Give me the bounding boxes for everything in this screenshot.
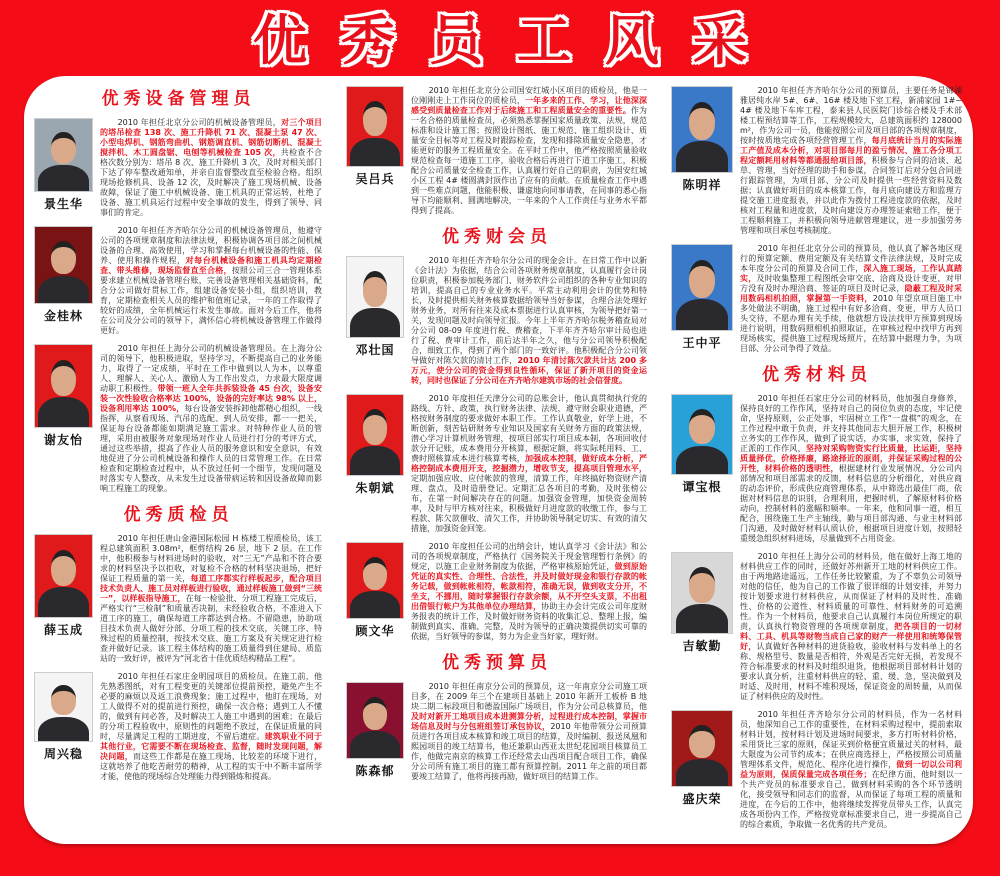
description-text: 2010 年担任上海分公司的材料员，他在做好上海工地的材料供应工作的同时，还做好苏州新开工地的材料供应工作。由于两地路途遥远，工作任务比较繁重，为了不辜负公司领导对他的信任，他为自己的工作做了很详细的计划安排，并努力按计划要求进行材料供应，从而保证了材料的及时性、准确性、价格的公道性、材料质量的可靠性、材料财务的可追溯性。作为一个材料员，他要求自己认真履行本岗位所规定的职责，认真执行物资管理的各项规章制度，: [740, 552, 962, 631]
content-panel: [24, 76, 973, 844]
column-right: [672, 86, 962, 830]
highlighted-achievement: 及时对新开工地项目成本进测算分析，过程进行成本控制，掌握市场信息及时与分包班组签订承包协议，: [411, 712, 647, 731]
employee-photo: [34, 226, 93, 304]
highlighted-achievement: 把各项目的一切材料、工具、机具等财物当成自己家的财产一样使用和统筹保管好，: [740, 622, 962, 651]
employee-photo: [346, 394, 404, 476]
employee-photo: [346, 86, 404, 167]
person-silhouette-body: [350, 308, 399, 338]
employee-card: [35, 672, 322, 782]
highlighted-achievement: 深入施工现场，工作认真踏实，: [740, 264, 963, 283]
person-silhouette-head: [689, 725, 715, 758]
employee-card: [672, 394, 962, 544]
section-heading-quality: 优秀质检员: [123, 505, 234, 525]
person-silhouette-body: [38, 717, 88, 742]
employee-card: [347, 682, 647, 782]
employee-card: [672, 710, 962, 830]
employee-description: [740, 394, 962, 544]
description-text: 按照公司三合一管理体系要求建立机械设备管理台账，完善设备管理相关基础资料，配合分公司做好贯标工作，组建设备安装小组，组织培训，教育，定期检查相关人员的维护和值班记录，一年的工作取得了较好的成绩，全年机械运行未发生事故。面对今后工作，他将在公司及分公司的领导下，满怀信心将机械设备管理工作做得更好。: [100, 266, 323, 335]
description-text: 作为一名合格的质量检查员，必须熟悉掌握国家质量政策、法规，规范标准和设计施工图；按照设计图纸、施工规范、施工组织设计、质量安全目标等对工程及时跟踪检查，发现和排除质量安全隐患，才能更好的服务工程质量安全。在平时工作中，他严格按照质量验收规范检查每一道施工工序，验收合格后再进行下道工序施工，积极配合公司质量安全检查工作，认真履行好自己的职责，为国安红城小区工程 4# 楼圆满封顶作出了应有的贡献。在质量检查工作中遇到一些难点问题，他能积极、谦虚地向同事请教，在同事的悉心指导下均能顺利、圆满地解决，一年来的个人工作责任与业务水平都得到了提高。: [411, 106, 648, 215]
employee-card: [347, 394, 647, 534]
employee-card: [35, 344, 322, 494]
employee-photo: [671, 394, 733, 475]
description-text: 根据建材行业发展情况、分公司内部情况和项目部需求的反馈，材料信息的分析细化，对供应商的动态评价，形成供应商管理体系，从中筛选出最佳厂商，依据对材料信息的识别，合理利用，把握时机，了解原材料价格动向，控制材料的涨幅和频率。一年来，他和同事一道，相互配合，围绕施工生产主轴线，勤与项目部沟通、与业主材料部门沟通，及时做好材料认质认价，根据项目进度计划，按照轻重缓急组织材料进场，尽量做到不占用资金。: [740, 464, 963, 543]
employee-description: [411, 394, 647, 534]
employee-description: [100, 344, 322, 494]
description-text: 2010 年度担任天津分公司的总账会计，他认真贯彻执行党的路线、方针、政策，执行财务法律、法规，遵守财会职业道德，严格按财务制度的要求做好本职工作。工作认真敬业，好学上进，不断创新，刻苦钻研财务专业知识及国家有关财务方面的政策法规，潜心学习计算机财务管理，按项目部实行项目成本制，各项回收付款分开记账，成本费用分开核算，根据定额，将实际耗用料、工、费时照核算成本进行核算考核，: [411, 394, 647, 463]
photo-column: [672, 86, 732, 192]
column-left: [35, 86, 322, 782]
person-silhouette-head: [363, 409, 388, 444]
highlighted-achievement: 做到一切以公司利益为原则，保质保量完成各项任务；: [740, 760, 963, 779]
person-silhouette-head: [51, 550, 76, 586]
employee-name: 吉敏勤: [682, 639, 722, 653]
person-silhouette-head: [363, 697, 388, 730]
description-text: 2010 年担任齐齐哈尔分公司的材料员，作为一名材料员，他深知自己工作的重要性，在材料采购过程中，提前索取材料计划，按材料计划及进场时间要求，多方打听材料价格，采用货比三家的原则，保证买到价格便宜质量过关的材料，最大限度为公司节约成本；在供应商选择上，严格按照公司质量管理体系文件，规范化、程序化进行操作，: [740, 710, 962, 769]
employee-photo: [34, 534, 93, 618]
photo-column: [35, 534, 92, 637]
highlighted-achievement: 2010 年清讨陈欠款共计达 200 多万元，使分公司的资金得到良性循环，保证了新开项目的资金运转，同时也保证了分公司在齐齐哈尔建筑市场的社会信誉度。: [411, 356, 647, 385]
description-text: 2010 年担任唐山金港国际松园 H 栋楼工程质检员，该工程总建筑面积 3.08m²，框剪结构 26 层，地下 2 层。在工作中，他积极参与材料进场时的验收，对“三无”产品和不符合要求的材料坚决予以拒收，对复检不合格的材料坚决退场，把好保证工程质量的第一关，: [100, 534, 322, 583]
highlighted-achievement: 隐蔽工程及时采用数码相机拍照，掌握第一手资料，: [740, 284, 963, 303]
photo-column: [347, 682, 403, 778]
employee-name: 谢友怡: [43, 433, 83, 447]
highlighted-achievement: 对每台机械设备和施工机具均定期检查、带头维修，现场监督直至合格，: [100, 256, 323, 275]
description-text: 2010 年担任北京分公司的预算员，他认真了解各地区现行的预算定额、费用定额及有关结算文件法律法规，及时完成本年度分公司的预算及合同工作，: [740, 244, 962, 273]
person-silhouette-head: [689, 567, 715, 602]
person-silhouette-body: [676, 446, 729, 475]
photo-column: [347, 542, 403, 638]
employee-photo: [346, 682, 404, 759]
employee-photo: [34, 118, 93, 192]
description-text: 每台设备安装拆卸他都精心组织，一线指挥，从察看现场、汽吊的选配、到人员安排，都一一把关，保证每台设备都能如期满足施工需求。对特种作业人员的管理，采用由被服务对象现场对作业人员进行打分的考评方式，通过这些举措，提高了作业人员的服务意识和安全意识，有效地促进了分公司机械设备和操作人员的日常管理工作。在日常检查和定期检查过程中，从不放过任何一个细节，发现问题及时落实专人整改，从未发生过设备带病运转和因设备故障而影响工程施工的现象。: [100, 404, 323, 493]
photo-column: [672, 552, 732, 653]
employee-name: 薛玉成: [43, 623, 83, 637]
highlighted-achievement: 对三个项目的塔吊检查 138 次、施工升降机 71 次、混凝土泵 47 次、小型电焊机、钢筋弯曲机、钢筋调直机、钢筋切断机、混凝土搅拌机、木工圆盘锯、电刨等机械检查 105 次，: [100, 118, 322, 157]
employee-name: 金桂林: [43, 309, 83, 323]
person-silhouette-body: [350, 591, 399, 619]
person-silhouette-body: [676, 299, 729, 331]
employee-card: [672, 244, 962, 354]
employee-card: [35, 226, 322, 336]
highlighted-achievement: 建筑职业不同于其他行业，它需要不断在现场检查、监督，随时发现问题，解决问题，: [100, 732, 323, 761]
section-heading-equipment: 优秀设备管理员: [101, 89, 256, 109]
highlighted-achievement: 带领一班人全年共拆装设备 45 台次，设备安装一次性验收合格率达 100%，设备的完好率达 98% 以上，设备利用率达 100%，: [100, 384, 323, 413]
employee-name: 朱朝斌: [355, 481, 395, 495]
employee-name: 周兴稳: [43, 747, 83, 761]
person-silhouette-head: [363, 271, 388, 306]
description-text: 认真做好各种材料的进货验收，验收材料与发料单上的名称、规格型号、数量是否相符，外观是否完好无损，若发现不符合标准要求的材料及时组织退货，他根据项目部材料计划的要求认真分析，注重材料供应的轻、重、缓、急，坚决做到及时适、及时用，材料不堆积现场，保证资金的周转量，从而保证了材料供应的及时性。: [740, 642, 963, 701]
person-silhouette-head: [363, 101, 388, 136]
person-silhouette-head: [51, 241, 76, 274]
photo-column: [35, 344, 92, 447]
employee-description: [411, 256, 647, 386]
highlighted-achievement: 加强成本控制，做好成本分析，严格控制成本费用开支，挖掘潜力，增收节支，提高项目管理水平，: [411, 454, 647, 473]
section-heading-budget: 优秀预算员: [442, 653, 552, 673]
person-silhouette-body: [676, 141, 729, 173]
highlighted-achievement: 坚持对采购物资实行比质量，比运距，坚持质量择优，价格择廉，路途择近的原则，并保证采购过程的公开性，材料价格的透明性，: [740, 444, 963, 473]
description-text: 2010 年担任上海分公司的机械设备管理员。在上海分公司的领导下，他积极进取，坚持学习，不断提高自己的业务能力，取得了一定成绩，平时在工作中做到以人为本，以尊重人、理解人、关心人、激励人为工作出发点，力求最大限度调动职工积极性。: [100, 344, 322, 393]
employee-photo: [346, 542, 404, 619]
description-text: 2010 年他带领分公司预算员进行各项目成本核算和竣工项目的结算，及时编制、报送凤凰和熙园项目的竣工结算书，他还兼职山西亚太世纪花园项目核算员工作，他做完南京的核算工作还经常去山西项目配合项目工作，确保分公司所有施工项目的施工都有预算控制。2011 年之前的项目都要竣工结算了，他将再接再励，做好项目的结算工作。: [411, 722, 648, 781]
employee-card: [35, 534, 322, 664]
photo-column: [35, 226, 92, 323]
description-text: 2010 年度担任公司的出纳会计，她认真学习《会计法》和公司的各项规章制度，严格执行《国务院关于现金管理暂行条例》的规定，以施工企业财务制度为依据，严格审核原始凭证，: [411, 542, 647, 571]
employee-photo: [671, 710, 733, 787]
description-text: 在每一检验批、分项工程施工完成后，严格实行“三检制”和质量否决制，未经验收合格，不准进入下道工序的施工，确保每道工序都达到合格。不留隐患，协助项目技术负责人做好分部、分项工程的技术交底，关键工序、特殊过程的质量控制，按技术交底、施工方案及有关规定进行检查并做好记录。该工程主体结构的施工质量得到住建局、质监站的一致好评，被评为“河北省十佳优质结构精品工程”。: [100, 594, 322, 663]
description-text: 2010 年担任齐齐哈尔分公司的现金会计。在日常工作中以新《会计法》为依据，结合公司各项财务规章制度，认真履行会计岗位职责，积极参加税务部门、财务软件公司组织的各种专业知识的培训，提高自己的专业业务水平。平常主动利用会计的优势和特长，及时提供相关财务核算数据给领导当好参谋，合理合法处理好财务业务，对所有往来及成本票据进行认真审核，为领导把好第一关，发现问题及时向领导汇报。今年上半年齐齐哈尔税务稽查局对分公司 08-09 年度进行税、费稽查，下半年齐齐哈尔审计局也进行了税、费审计工作，前后达半年之久，他与分公司领导积极配合，细致工作，得到了两个部门的一致好评。他积极配合分公司领导做好对陈欠款的清讨工作，: [411, 256, 647, 365]
employee-description: [100, 118, 322, 218]
person-silhouette-head: [689, 409, 715, 444]
employee-card: [35, 118, 322, 218]
employee-name: 盛庆荣: [682, 792, 722, 806]
photo-column: [672, 710, 732, 806]
photo-column: [672, 244, 732, 350]
person-silhouette-body: [350, 138, 399, 167]
employee-card: [347, 542, 647, 642]
person-silhouette-body: [676, 759, 729, 787]
employee-photo: [346, 256, 404, 338]
description-text: 2010 年望京项目施工中多处做法不明确，施工过程中有好多洽商、变更，甲方人员口头交待，不愿办理有关手续，他就想方设法找甲方预算到现场进行说明，用数码照相机拍照取证，在审核过程中找甲方再到现场核实，提供施工过程现场照片，在结算中据理力争，为项目部、分公司争得了效益。: [740, 294, 963, 353]
photo-column: [347, 256, 403, 357]
person-silhouette-body: [38, 587, 88, 618]
person-silhouette-head: [689, 260, 715, 297]
person-silhouette-head: [689, 102, 715, 139]
employee-photo: [671, 244, 733, 331]
highlighted-achievement: 做到原始凭证的真实性、合理性、合法性，并及时做好现金和银行存款的帐务记载，做到帐帐相符，帐款相符，准确无误，做到收支分开，不坐支，不挪用，随时掌握银行存款余额，从不开空头支票，不出租出借银行帐户为其他单位办理结算，: [411, 562, 648, 611]
employee-description: [740, 710, 962, 830]
employee-description: [100, 534, 322, 664]
person-silhouette-head: [51, 360, 76, 396]
employee-card: [672, 552, 962, 702]
description-text: 协助主办会计完成公司年度财务报表的统计工作，及时做好财务资料的收集汇总、整理上报，编制做到真实、准确、完整，及时为领导的正确决策提供切实可靠的依据，当好领导的参谋，努力为企业当好家，理好财。: [411, 602, 648, 641]
highlighted-achievement: 一年多来的工作、学习，让他深深感受到质量检查工作对于后续施工和工程质量安全的重要性。: [411, 96, 647, 115]
person-silhouette-head: [51, 132, 76, 164]
description-text: 2010 年担任北京分公司国安红城小区项目的质检员，他是一位刚刚走上工作岗位的质检员，: [411, 86, 647, 105]
description-text: 2010 年担任南京分公司的预算员，这一年南京分公司施工项目多，在 2009 年三个在建项目基础上 2010 年新开工板桥 B 地块二期二标段项目和德盈国际广场项目，作为分公司总核算员，他: [411, 682, 647, 711]
poster-title: 优秀员工风采: [253, 9, 781, 72]
description-text: 2010 年担任北京分公司的机械设备管理员，: [117, 118, 281, 127]
person-silhouette-body: [676, 604, 729, 634]
photo-column: [35, 118, 92, 211]
description-text: 及时收集整理工程图纸会审交底、洽商及设计变更，对甲方没有及时办理洽商、签证的项目及时记录，: [740, 274, 963, 293]
employee-photo: [34, 672, 93, 742]
employee-description: [411, 682, 647, 782]
employee-name: 景生华: [43, 197, 83, 211]
employee-description: [740, 552, 962, 702]
person-silhouette-body: [350, 731, 399, 759]
description-text: 而这些工作都是在施工现场、比较差的环境下进行，这就培养了他吃苦耐劳的精神，从工程的实干中不断丰富所学才能，使他的现场综合处理能力得到锻炼和提高。: [100, 752, 323, 781]
person-silhouette-body: [38, 165, 88, 192]
highlighted-achievement: 每道工序都实行样板起步，配合项目技术负责人、施工员对样板进行验收，通过样板施工做到“三统一”，以样板指导施工，: [100, 574, 323, 603]
highlighted-achievement: 每月底统计当月的实际施工产值及成本分析，对项目部每月的盈亏情况、施工各分项工程定额耗用材料等都通报给项目部，: [740, 136, 963, 165]
employee-name: 王中平: [682, 336, 722, 350]
employee-photo: [34, 344, 93, 428]
description-text: 2010 年担任石家庄金明园项目的质检员。在施工前，他先熟悉图纸，对有工程变更的关键部位提前预控，避免产生不必要的麻烦以及返工浪费现象；施工过程中，他盯在现场，对工人做得不对的提前进行预控，确保一次合格；遇到工人不懂的，做到有问必答，及时解决工人施工中遇到的困难；在最后的分项工程验收中，原则性的问题绝不放过，在保证质量的同时，尽量满足工程的工期进度，不留后遗症。: [100, 672, 322, 741]
description-text: 定期加强应收、应付帐款的管理，清算工作，年终搞好物资财产清理、盘点，及时造册登记。定期汇总各项目的考勤，及时张榜公布，在第一时间解决存在的问题。加强资金管理，加快资金周转率，及时与甲方核对往来，积极做好月进度款的收缴工作，参与工程款、陈欠款催收、清欠工作，并协助领导制定切实、有效的清欠措施，加强资金回笼。: [411, 474, 647, 533]
section-heading-finance: 优秀财会员: [442, 227, 552, 247]
description-text: 2010 年担任石家庄分公司的材料员，他加强自身修养，保持良好的工作作风，坚持对自己的岗位负责的态度，牢记使命，坚持原则，公正处事，牢固树立工作“一盘棋”的观念，在工作过程中敢于负责，并支持其他同志大胆开展工作，积极树立务实的工作作风，做到了说实话，办实事，求实效，保持了正派的工作作风，: [740, 394, 962, 453]
employee-photo: [671, 86, 733, 173]
employee-card: [672, 86, 962, 236]
column-middle: [347, 86, 647, 782]
photo-column: [347, 86, 403, 186]
employee-description: [740, 86, 962, 236]
employee-description: [411, 86, 647, 216]
description-text: 2010 年担任齐齐哈尔分公司的预算员，主要任务是锦湖雅居纯水岸 5#、6#、16# 楼及地下室工程，新浦家园 1#~4# 楼及地下车库工程，泰来县人民医院门诊综合楼及手术部楼工程预结算等工作，工程规模较大，总建筑面积约 128000m²，作为公司一员，他能按照公司及项目部的各项规章制度，按时按质地完成各项经营管理工作，: [740, 86, 962, 145]
description-text: 2010 年担任齐齐哈尔分公司的机械设备管理员，他遵守公司的各项规章制度和法律法规，积极协调各项目部之间机械设备的合理、高效使用，学习和掌握每台机械设备的性能、保养、使用和操作规程，: [100, 226, 322, 265]
description-text: 在纪律方面，他时刻以一个共产党员的标准要求自己，做到材料采购的各个环节透明化，接受领导和同志们的监督，从而保证了每项工程的质量和进度，在今后的工作中，他将继续发挥党员带头工作，认真完成各项份内工作，严格按党章标准要求自己，进一步提高自己的综合素质，争取做一名优秀的共产党员。: [740, 770, 963, 829]
person-silhouette-body: [350, 446, 399, 476]
employee-photo: [671, 552, 733, 634]
employee-name: 吴吕兵: [355, 172, 395, 186]
photo-column: [672, 394, 732, 494]
photo-column: [347, 394, 403, 495]
employee-description: [100, 226, 322, 336]
employee-description: [100, 672, 322, 782]
photo-column: [35, 672, 92, 761]
employee-name: 顾文华: [355, 624, 395, 638]
employee-description: [740, 244, 962, 354]
person-silhouette-body: [38, 276, 88, 304]
description-text: 积极参与合同的洽谈、起草、管理，当好经理的助手和参谋，合同签订后对分包合同进行跟踪管理，为项目部、分公司及时提供一些经营资料及数据；认真做好项目的成本核算工作，每月底向建设方和监理方提交施工进度报表，并以此作为拨付工程进度款的依据，及时核对工程量和进度款，及时向建设方办理签证索赔工作，便于工程顺利施工，并积极向领导进献管理建议，进一步加强劳务管理和项目承包考核制度。: [740, 156, 963, 235]
employee-name: 陈明祥: [682, 178, 722, 192]
employee-card: [347, 256, 647, 386]
section-heading-materials: 优秀材料员: [762, 365, 872, 385]
employee-card: [347, 86, 647, 216]
person-silhouette-head: [363, 557, 388, 590]
employee-name: 谭宝根: [682, 480, 722, 494]
employee-name: 陈森郁: [355, 764, 395, 778]
employee-name: 邓壮国: [355, 343, 395, 357]
person-silhouette-body: [38, 397, 88, 428]
description-text: 共检查不合格次数分别为：塔吊 8 次、施工升降机 3 次，及时对相关部门下达了停车整改通知单，并亲自监督整改直至检验合格。组织现场抢修机具、设备 12 次，及时解决了施工现场机械、设备故障，保证了施工中机械设备、施工机具的正常运转，杜绝了设备、施工机具运行过程中安全事故的发生，得到了领导、同事们的肯定。: [100, 148, 323, 217]
employee-description: [411, 542, 647, 642]
